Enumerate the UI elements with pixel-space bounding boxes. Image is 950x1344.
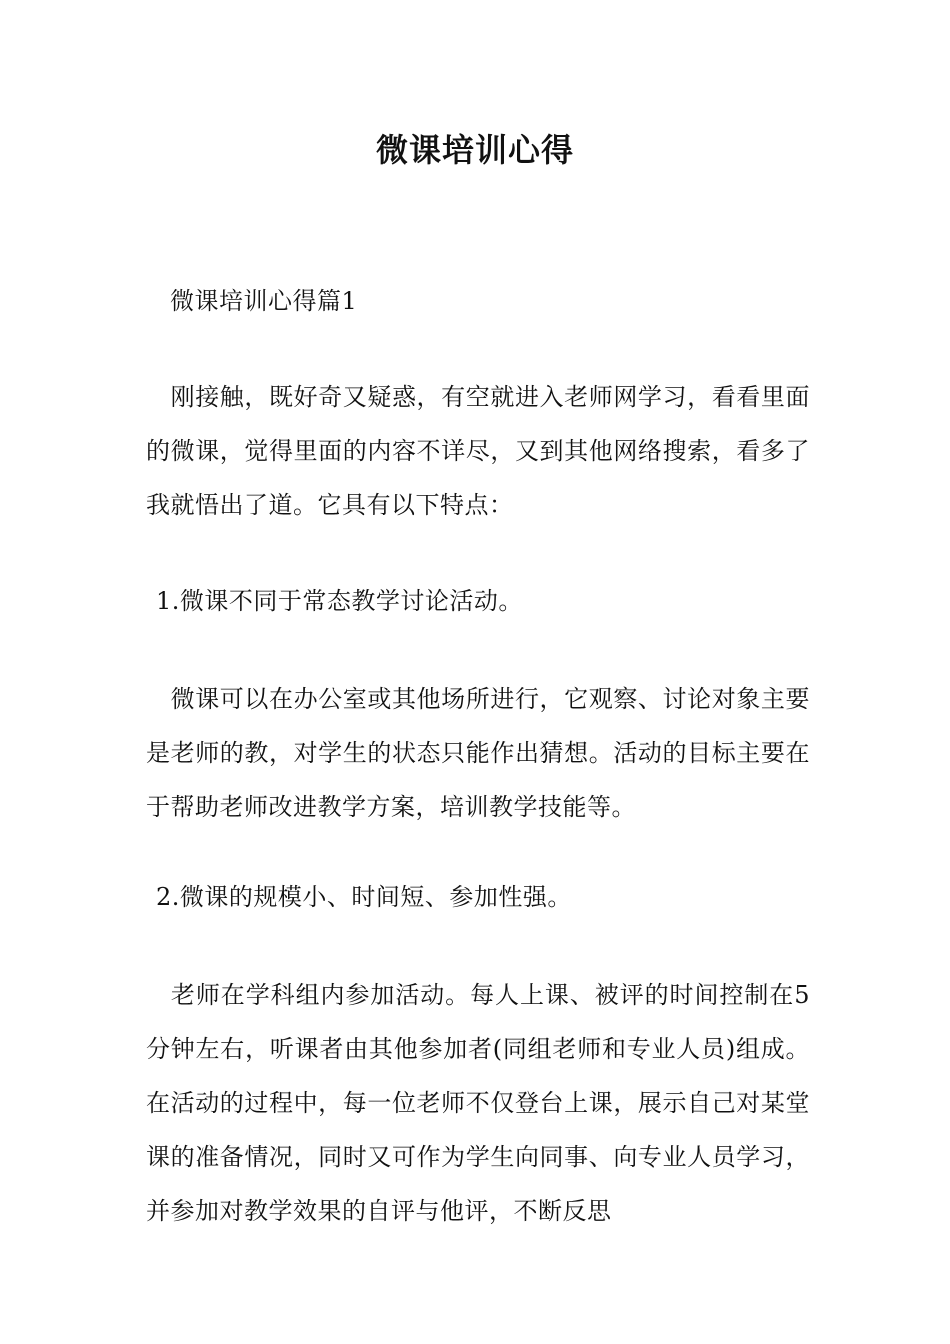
document-title: 微课培训心得 (375, 131, 574, 169)
point-heading-2: 2.微课的规模小、时间短、参加性强。 (156, 883, 572, 911)
paragraph-point-1: 微课可以在办公室或其他场所进行，它观察、讨论对象主要是老师的教，对学生的状态只能作出猜想。活动的目标主要在于帮助老师改进教学方案，培训教学技能等。 (146, 685, 810, 821)
paragraph-intro: 刚接触，既好奇又疑惑，有空就进入老师网学习，看看里面的微课，觉得里面的内容不详尽，又到其他网络搜索，看多了我就悟出了道。它具有以下特点： (146, 383, 810, 519)
section-subtitle: 微课培训心得篇1 (170, 287, 358, 315)
paragraph-point-2: 老师在学科组内参加活动。每人上课、被评的时间控制在5分钟左右，听课者由其他参加者(同组老师和专业人员)组成。在活动的过程中，每一位老师不仅登台上课，展示自己对某堂课的准备情况，同时又可作为学生向同事、向专业人员学习，并参加对教学效果的自评与他评，不断反思 (146, 981, 810, 1225)
point-heading-1: 1.微课不同于常态教学讨论活动。 (156, 587, 523, 615)
